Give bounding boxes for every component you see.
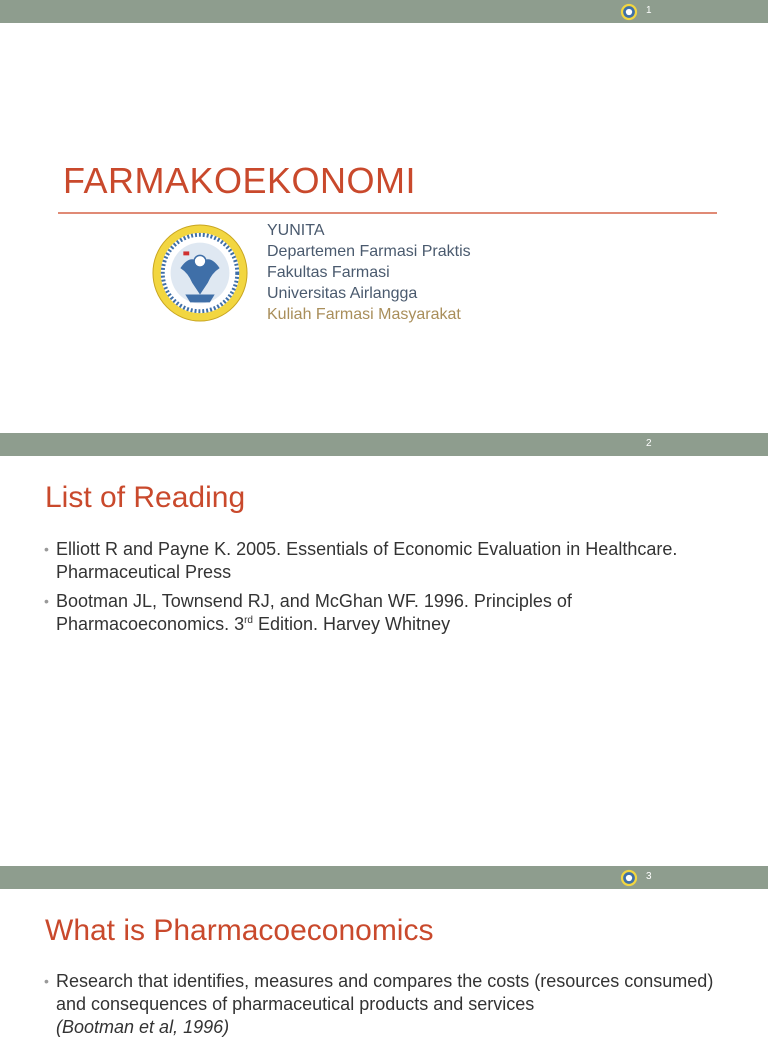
list-item-text: Bootman JL, Townsend RJ, and McGhan WF. 1996. Principles of Pharmacoeconomics. 3	[56, 591, 572, 634]
page-number: 2	[646, 438, 652, 449]
list-item	[44, 538, 744, 584]
reading-list	[44, 538, 744, 642]
department: Departemen Farmasi Praktis	[267, 243, 471, 260]
university-seal-icon	[151, 223, 249, 323]
list-item	[44, 590, 744, 636]
slide-title: FARMAKOEKONOMI	[63, 160, 417, 201]
slide-title: What is Pharmacoeconomics	[45, 914, 434, 947]
definition-list	[44, 970, 744, 1045]
list-item-text: Research that identifies, measures and compares the costs (resources consumed) and consequences of pharmaceutical products and services	[56, 971, 714, 1014]
citation: (Bootman et al, 1996)	[56, 1017, 230, 1037]
slide-header-bar	[0, 866, 768, 889]
title-divider	[58, 212, 717, 214]
list-item	[44, 970, 744, 1039]
slide-header-bar	[0, 433, 768, 456]
faculty: Fakultas Farmasi	[267, 264, 390, 281]
university: Universitas Airlangga	[267, 285, 418, 302]
slide-2	[0, 433, 768, 866]
author-name: YUNITA	[267, 222, 325, 239]
list-item-text: Elliott R and Payne K. 2005. Essentials of Economic Evaluation in Healthcare. Pharmaceutical Press	[56, 539, 678, 582]
list-item-text: Edition. Harvey Whitney	[253, 614, 451, 634]
slide-title: List of Reading	[45, 481, 246, 514]
university-seal-icon	[620, 3, 638, 21]
slide-3	[0, 866, 768, 1037]
page-number: 3	[646, 871, 652, 882]
author-info	[267, 220, 471, 325]
page-number: 1	[646, 5, 652, 16]
superscript: rd	[244, 615, 253, 626]
university-seal-icon	[620, 869, 638, 887]
course-name: Kuliah Farmasi Masyarakat	[267, 306, 461, 323]
slide-1	[0, 0, 768, 433]
slide-header-bar	[0, 0, 768, 23]
